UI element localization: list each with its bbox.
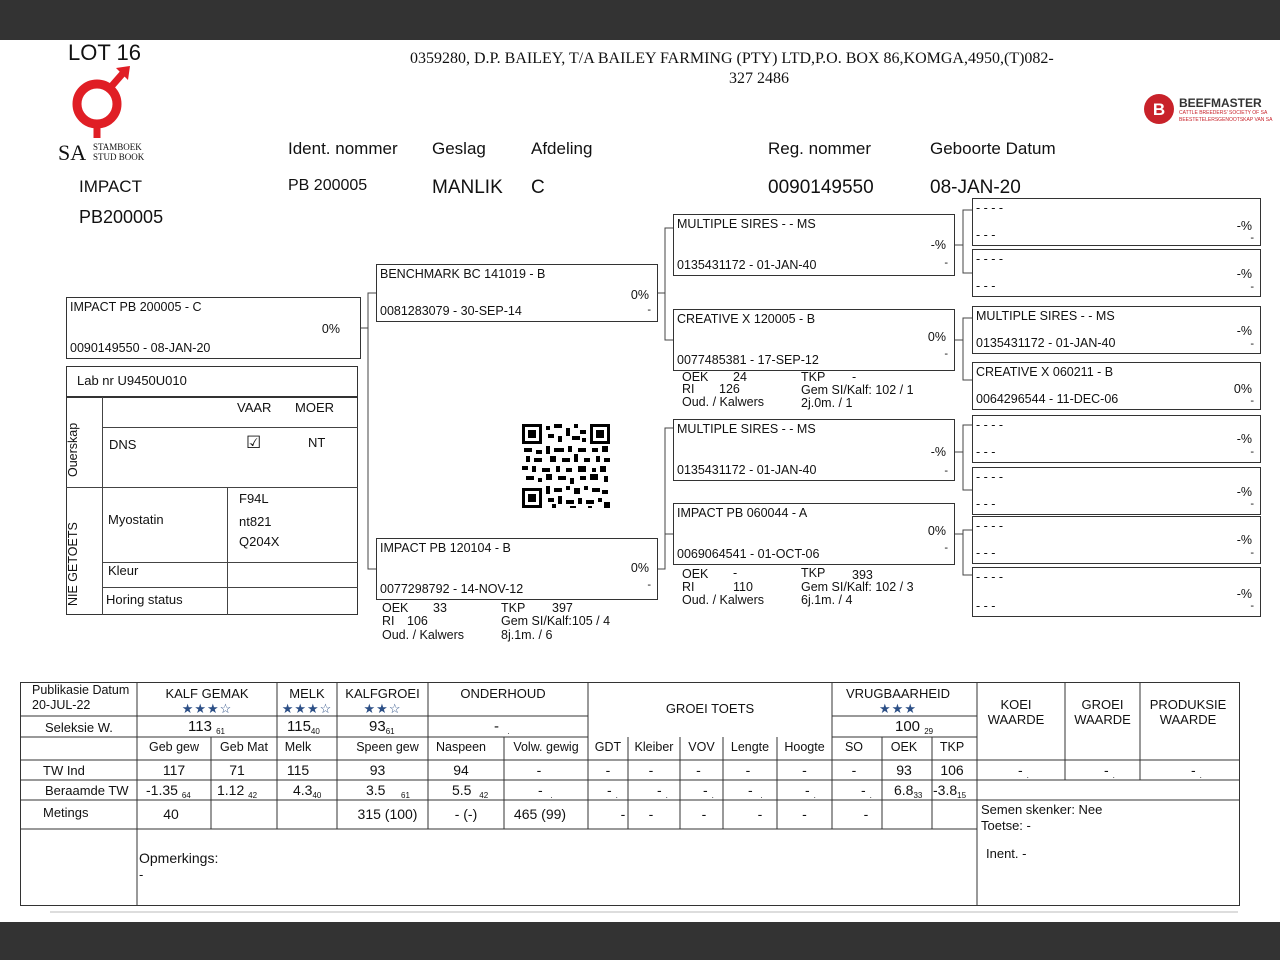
dam-oek-value: 33 [433,601,447,615]
reg-value: 0090149550 [768,177,874,198]
btw-acc: 15 [957,791,967,800]
g4-7-reg: - - - [976,546,996,560]
btw-cell [748,782,763,798]
g4-7-pct: -% [1236,533,1252,547]
btw-cell [452,782,488,798]
btw-label: Beraamde TW [45,783,129,798]
col-geb-gew: Geb gew [148,740,200,754]
met-cell: 315 (100) [357,806,418,822]
g4-7-name: - - - - [976,519,1004,533]
met-cell: - [701,806,707,822]
sire-reg: 0081283079 - 30-SEP-14 [380,304,522,318]
col-geb-mat: Geb Mat [220,740,268,754]
col-gdt: GDT [594,740,622,754]
g4-2-name: - - - - [976,252,1004,266]
lab-moer-label: MOER [295,400,334,415]
btw-acc: . [760,791,763,800]
sel-vrugbaarheid [895,718,933,735]
ss-name: MULTIPLE SIRES - - MS [677,217,816,231]
col-tkp: TKP [939,740,965,754]
tw-koei-value: - [1018,762,1023,778]
dam-tkp-label: TKP [501,601,526,615]
dd-oek-value: - [733,566,738,580]
g4-8-name: - - - - [976,570,1004,584]
btw-value: - [861,782,866,798]
subject-pct: 0% [321,322,340,336]
ident-label: Ident. nommer [288,139,398,158]
dam-ri-label: RI [382,614,395,628]
logo-studbook: STUD BOOK [93,152,145,162]
sd-tkp-label: TKP [801,370,826,384]
tw-ind-label: TW Ind [43,763,85,778]
tw-cell: - [536,762,542,778]
dd-tkp-label: TKP [801,566,826,580]
tw-cell: - [605,762,611,778]
beefmaster-title: BEEFMASTER [1179,96,1262,110]
tw-produksie-value: - [1191,762,1196,778]
ss-dash: - [944,257,948,269]
btw-cell [293,782,321,798]
g4-5-dash: - [1250,446,1254,458]
dd-oek-label: OEK [682,567,709,581]
tw-cell: 117 [162,762,186,778]
met-cell: 40 [163,806,179,822]
col-speen-gew: Speen gew [356,740,419,754]
g4-4-dash: - [1250,395,1254,407]
sel-kalf-gemak [188,718,225,735]
tw-groei-acc: . [1112,771,1115,780]
tw-cell: - [851,762,857,778]
tw-groei-value: - [1104,762,1109,778]
lab-side-nie-getoets: NIE GETOETS [66,522,80,606]
btw-acc: 61 [401,791,410,800]
lab-number: Lab nr U9450U010 [77,373,187,388]
btw-cell [861,782,872,798]
ident-value: PB 200005 [288,177,368,194]
groei-toets-header: GROEI TOETS [665,701,755,716]
col-so: SO [844,740,864,754]
met-cell: 465 (99) [513,806,567,822]
tw-cell: - [745,762,751,778]
btw-acc: . [711,791,714,800]
kalf-gemak-stars-icon: ★★★☆ [181,701,233,716]
g4-2-reg: - - - [976,279,996,293]
metings-label: Metings [43,805,89,820]
btw-cell [607,782,618,798]
vrugbaarheid-header: VRUGBAARHEID [845,686,951,701]
sire-name: BENCHMARK BC 141019 - B [380,267,546,281]
dam-age: 8j.1m. / 6 [501,628,553,642]
g4-4-pct: 0% [1233,382,1252,396]
btw-acc: . [813,791,816,800]
col-lengte: Lengte [730,740,770,754]
g4-1-reg: - - - [976,228,996,242]
btw-acc: . [550,791,553,800]
g4-3-pct: -% [1236,324,1252,338]
sel-onderhoud [494,718,510,735]
division-label: Afdeling [531,139,593,158]
sel-ond-value: - [494,718,499,735]
sd-dash: - [944,348,948,360]
btw-cell [657,782,668,798]
btw-cell [366,782,410,798]
breeder-address-line1: 0359280, D.P. BAILEY, T/A BAILEY FARMING (PTY) LTD,P.O. BOX 86,KOMGA,4950,(T)082- [410,50,1054,67]
g4-1-dash: - [1250,232,1254,244]
g4-8-reg: - - - [976,599,996,613]
tw-produksie-acc: . [1199,771,1202,780]
melk-header: MELK [289,686,325,701]
btw-acc: . [869,791,872,800]
g4-1-name: - - - - [976,201,1004,215]
g4-6-dash: - [1250,498,1254,510]
btw-value: 4.3 [293,782,313,798]
g4-3-dash: - [1250,338,1254,350]
sel-melk [287,718,320,735]
sel-vrug-value: 100 [895,718,921,735]
lab-myo-3: Q204X [239,534,280,549]
tw-groei-waarde [1104,762,1115,778]
melk-stars-icon: ★★★☆ [281,701,333,716]
g4-3-name: MULTIPLE SIRES - - MS [976,309,1115,323]
g4-6-reg: - - - [976,497,996,511]
dd-ri-value: 110 [733,580,753,594]
g4-4-reg: 0064296544 - 11-DEC-06 [976,392,1119,406]
dd-dash: - [944,542,948,554]
sex-label: Geslag [432,139,486,158]
sd-name: CREATIVE X 120005 - B [677,312,816,326]
btw-cell [538,782,553,798]
sd-ri-value: 126 [719,382,740,396]
beefmaster-sub2: BEESTETELERSGENOOTSKAP VAN SA [1179,117,1273,123]
sire-dash: - [647,304,651,316]
sd-age: 2j.0m. / 1 [801,396,853,410]
sd-pct: 0% [927,330,946,344]
seleksie-label: Seleksie W. [45,720,113,735]
reg-label: Reg. nommer [768,139,871,158]
tw-cell: 93 [896,762,912,778]
tw-produksie-waarde [1191,762,1202,778]
logo-stamboek: STAMBOEK [93,142,142,152]
sel-melk-value: 115 [287,718,311,735]
btw-value: - [657,782,662,798]
lab-vaar-label: VAAR [237,400,272,415]
breeder-address-line2: 327 2486 [729,70,789,87]
btw-acc: 33 [913,791,923,800]
dam-name: IMPACT PB 120104 - B [380,541,511,555]
g4-8-dash: - [1250,600,1254,612]
col-kleiber: Kleiber [634,740,674,754]
inent: Inent. - [986,846,1027,861]
tw-koei-acc: . [1026,771,1029,780]
division-value: C [531,177,545,198]
dam-gem: Gem SI/Kalf:105 / 4 [501,614,611,628]
g4-6-name: - - - - [976,470,1004,484]
tw-cell: 106 [940,762,964,778]
sel-kalfgroei [369,718,395,735]
met-cell: - [757,806,763,822]
ds-pct: -% [930,445,946,459]
groei-waarde-header-1: GROEI [1081,697,1124,712]
g4-2-dash: - [1250,281,1254,293]
btw-value: - [748,782,753,798]
sire-pct: 0% [630,288,649,302]
produksie-waarde-header-1: PRODUKSIE [1149,697,1227,712]
dns-checkbox-icon: ☑ [246,433,262,452]
g4-5-pct: -% [1236,432,1252,446]
btw-value: 1.12 [217,782,245,798]
btw-value: 6.8 [894,782,914,798]
col-melk: Melk [284,740,312,754]
sex-value: MANLIK [432,177,503,198]
btw-value: - [607,782,612,798]
ds-reg: 0135431172 - 01-JAN-40 [677,463,817,477]
dd-oud-label: Oud. / Kalwers [682,593,764,607]
g4-2-pct: -% [1236,267,1252,281]
g4-1-pct: -% [1236,219,1252,233]
sel-kalf-value: 113 [188,718,212,735]
btw-value: - [538,782,543,798]
dd-tkp-value: 393 [852,568,873,582]
ds-dash: - [944,465,948,477]
dd-ri-label: RI [682,580,695,594]
g4-5-name: - - - - [976,418,1004,432]
svg-text:B: B [1152,100,1166,119]
dam-oud-label: Oud. / Kalwers [382,628,464,642]
tw-cell: 93 [369,762,386,778]
lab-kleur-label: Kleur [108,563,139,578]
opmerkings-label: Opmerkings: [139,850,219,866]
sel-vrug-acc: 29 [924,727,934,736]
ss-pct: -% [930,238,946,252]
dam-dash: - [647,579,651,591]
dd-reg: 0069064541 - 01-OCT-06 [677,547,820,561]
dd-name: IMPACT PB 060044 - A [677,506,808,520]
tw-cell: 115 [286,762,310,778]
subject-reg: 0090149550 - 08-JAN-20 [70,341,211,355]
btw-value: 5.5 [452,782,472,798]
g4-7-dash: - [1250,547,1254,559]
dam-pct: 0% [630,561,649,575]
sd-ri-label: RI [682,382,695,396]
col-volw-gewig: Volw. gewig [513,740,579,754]
btw-acc: 64 [181,791,191,800]
pub-date-label: Publikasie Datum [32,683,130,697]
ds-name: MULTIPLE SIRES - - MS [677,422,816,436]
dam-reg: 0077298792 - 14-NOV-12 [380,582,524,596]
met-cell: - [648,806,654,822]
col-naspeen: Naspeen [435,740,487,754]
btw-value: -3.8 [933,782,958,798]
opmerkings-value: - [139,867,144,882]
tw-koei-waarde [1018,762,1029,778]
sd-gem: Gem SI/Kalf: 102 / 1 [801,383,914,397]
btw-value: - [703,782,708,798]
btw-value: -1.35 [146,782,178,798]
birth-label: Geboorte Datum [930,139,1056,158]
lot-number: LOT 16 [68,40,141,65]
sel-groei-value: 93 [369,718,386,735]
animal-name: IMPACT [79,177,142,196]
produksie-waarde-header-2: WAARDE [1159,712,1217,727]
koei-waarde-header-1: KOEI [1000,697,1032,712]
btw-value: 3.5 [366,782,386,798]
dam-tkp-value: 397 [552,601,573,615]
met-cell: - (-) [454,806,478,822]
tw-cell: - [802,762,807,778]
sd-oud-label: Oud. / Kalwers [682,395,764,409]
ss-reg: 0135431172 - 01-JAN-40 [677,258,817,272]
g4-3-reg: 0135431172 - 01-JAN-40 [976,336,1116,350]
kalf-gemak-header: KALF GEMAK [165,686,249,701]
g4-6-pct: -% [1236,485,1252,499]
onderhoud-header: ONDERHOUD [460,686,546,701]
btw-cell [703,782,714,798]
lab-myostatin-label: Myostatin [108,512,164,527]
col-oek: OEK [890,740,918,754]
birth-value: 08-JAN-20 [930,177,1021,198]
sd-oek-label: OEK [682,370,709,384]
g4-5-reg: - - - [976,445,996,459]
col-hoogte: Hoogte [784,740,825,754]
sd-tkp-value: - [852,370,857,384]
met-cell: - [863,806,869,822]
lab-dns-moer: NT [308,435,326,450]
tw-cell: - [696,762,701,778]
tw-cell: - [648,762,654,778]
met-cell: - [802,806,807,822]
btw-value: - [805,782,810,798]
sd-reg: 0077485381 - 17-SEP-12 [677,353,819,367]
dd-gem: Gem SI/Kalf: 102 / 3 [801,580,914,594]
met-cell: - [620,806,626,822]
lab-myo-1: F94L [239,491,269,506]
beefmaster-sub1: CATTLE BREEDERS' SOCIETY OF SA [1179,110,1268,116]
dam-ri-value: 106 [407,614,428,628]
btw-acc: . [615,791,618,800]
lab-dns-label: DNS [109,437,137,452]
groei-waarde-header-2: WAARDE [1074,712,1131,727]
pub-date-value: 20-JUL-22 [32,698,91,712]
subject-name: IMPACT PB 200005 - C [70,300,202,314]
dd-pct: 0% [927,524,946,538]
g4-4-name: CREATIVE X 060211 - B [976,365,1114,379]
sel-kalf-acc: 61 [216,727,225,736]
btw-cell [217,782,257,798]
btw-cell [933,782,966,798]
sel-ond-acc: . [507,727,510,736]
kalfgroei-stars-icon: ★★☆ [363,701,402,716]
toetse: Toetse: - [981,818,1031,833]
sd-oek-value: 24 [733,370,747,384]
animal-code: PB200005 [79,207,164,227]
tw-cell: 71 [229,762,245,778]
btw-cell [894,782,922,798]
btw-cell [146,782,191,798]
sel-groei-acc: 61 [385,727,395,736]
logo-sa: SA [58,140,87,165]
btw-acc: . [665,791,668,800]
btw-cell [805,782,816,798]
btw-acc: 40 [312,791,322,800]
koei-waarde-header-2: WAARDE [987,712,1045,727]
sel-melk-acc: 40 [310,727,320,736]
lab-myo-2: nt821 [239,514,272,529]
btw-acc: 42 [479,791,489,800]
lab-horing-label: Horing status [106,592,183,607]
dam-oek-label: OEK [382,601,409,615]
kalfgroei-header: KALFGROEI [345,686,420,701]
col-vov: VOV [688,740,715,754]
btw-acc: 42 [248,791,258,800]
dd-age: 6j.1m. / 4 [801,593,853,607]
vrugbaarheid-stars-icon: ★★★ [879,701,917,716]
lab-side-ouerskap: Ouerskap [66,422,80,477]
g4-8-pct: -% [1236,587,1252,601]
tw-cell: 94 [453,762,469,778]
semen-donor: Semen skenker: Nee [981,802,1103,817]
